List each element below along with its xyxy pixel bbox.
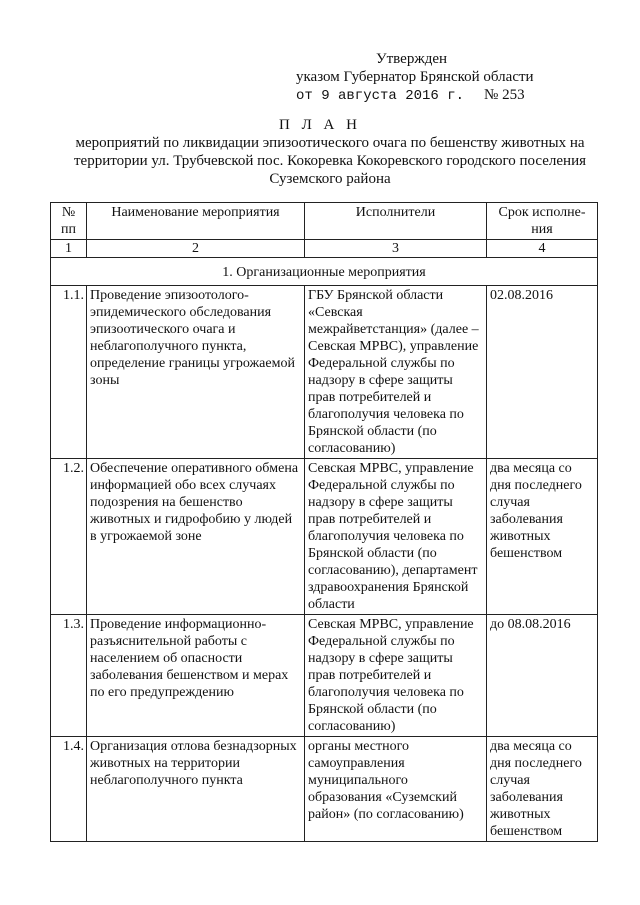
approval-date-line bbox=[296, 86, 596, 105]
column-number: 4 bbox=[487, 240, 598, 258]
section-row bbox=[51, 258, 598, 286]
table-row bbox=[51, 459, 598, 615]
approval-number: № 253 bbox=[484, 87, 525, 103]
row-name: Организация отлова безнадзорных животных на территории неблагополучного пункта bbox=[87, 737, 305, 842]
table-header-row bbox=[51, 203, 598, 240]
row-executors: Севская МРВС, управление Федеральной службы по надзору в сфере защиты прав потребителей и благополучия человека по Брянской области (по согласованию) bbox=[305, 615, 487, 737]
table-row bbox=[51, 737, 598, 842]
table-row bbox=[51, 286, 598, 459]
column-number-row bbox=[51, 240, 598, 258]
row-number: 1.2. bbox=[51, 459, 87, 615]
measures-table bbox=[50, 202, 598, 842]
table-row bbox=[51, 615, 598, 737]
row-number: 1.3. bbox=[51, 615, 87, 737]
row-name: Проведение эпизоотолого-эпидемического обследования эпизоотического очага и неблагополучного пункта, определение границы угрожаемой зоны bbox=[87, 286, 305, 459]
row-number: 1.1. bbox=[51, 286, 87, 459]
row-executors: органы местного самоуправления муниципального образования «Суземский район» (по согласованию) bbox=[305, 737, 487, 842]
row-deadline: до 08.08.2016 bbox=[487, 615, 598, 737]
document-subtitle: мероприятий по ликвидации эпизоотического очага по бешенству животных на территории ул. Трубчевской пос. Кокоревка Кокоревского городского поселения Суземского района bbox=[73, 135, 587, 187]
approval-block bbox=[296, 50, 596, 105]
column-number: 3 bbox=[305, 240, 487, 258]
row-deadline: два месяца со дня последнего случая заболевания животных бешенством bbox=[487, 459, 598, 615]
row-deadline: 02.08.2016 bbox=[487, 286, 598, 459]
header-deadline: Срок исполне-ния bbox=[487, 203, 598, 240]
header-name: Наименование мероприятия bbox=[87, 203, 305, 240]
approval-line2: указом Губернатор Брянской области bbox=[296, 69, 534, 85]
approval-line1: Утвержден bbox=[376, 51, 448, 67]
row-executors: ГБУ Брянской области «Севская межрайветстанция» (далее – Севская МРВС), управление Федеральной службы по надзору в сфере защиты прав потребителей и благополучия человека по Брянской области (по согласованию) bbox=[305, 286, 487, 459]
column-number: 1 bbox=[51, 240, 87, 258]
header-num: № пп bbox=[51, 203, 87, 240]
row-name: Проведение информационно-разъяснительной работы с населением об опасности заболевания бешенством и мерах по его предупреждению bbox=[87, 615, 305, 737]
document-title: П Л А Н bbox=[279, 117, 361, 133]
column-number: 2 bbox=[87, 240, 305, 258]
row-number: 1.4. bbox=[51, 737, 87, 842]
header-executors: Исполнители bbox=[305, 203, 487, 240]
row-deadline: два месяца со дня последнего случая заболевания животных бешенством bbox=[487, 737, 598, 842]
section-title: 1. Организационные мероприятия bbox=[51, 258, 598, 286]
row-executors: Севская МРВС, управление Федеральной службы по надзору в сфере защиты прав потребителей и благополучия человека по Брянской области (по согласованию), департамент здравоохранения Брянской области bbox=[305, 459, 487, 615]
row-name: Обеспечение оперативного обмена информацией обо всех случаях подозрения на бешенство животных и гидрофобию у людей в угрожаемой зоне bbox=[87, 459, 305, 615]
approval-date: от 9 августа 2016 г. bbox=[296, 88, 465, 104]
